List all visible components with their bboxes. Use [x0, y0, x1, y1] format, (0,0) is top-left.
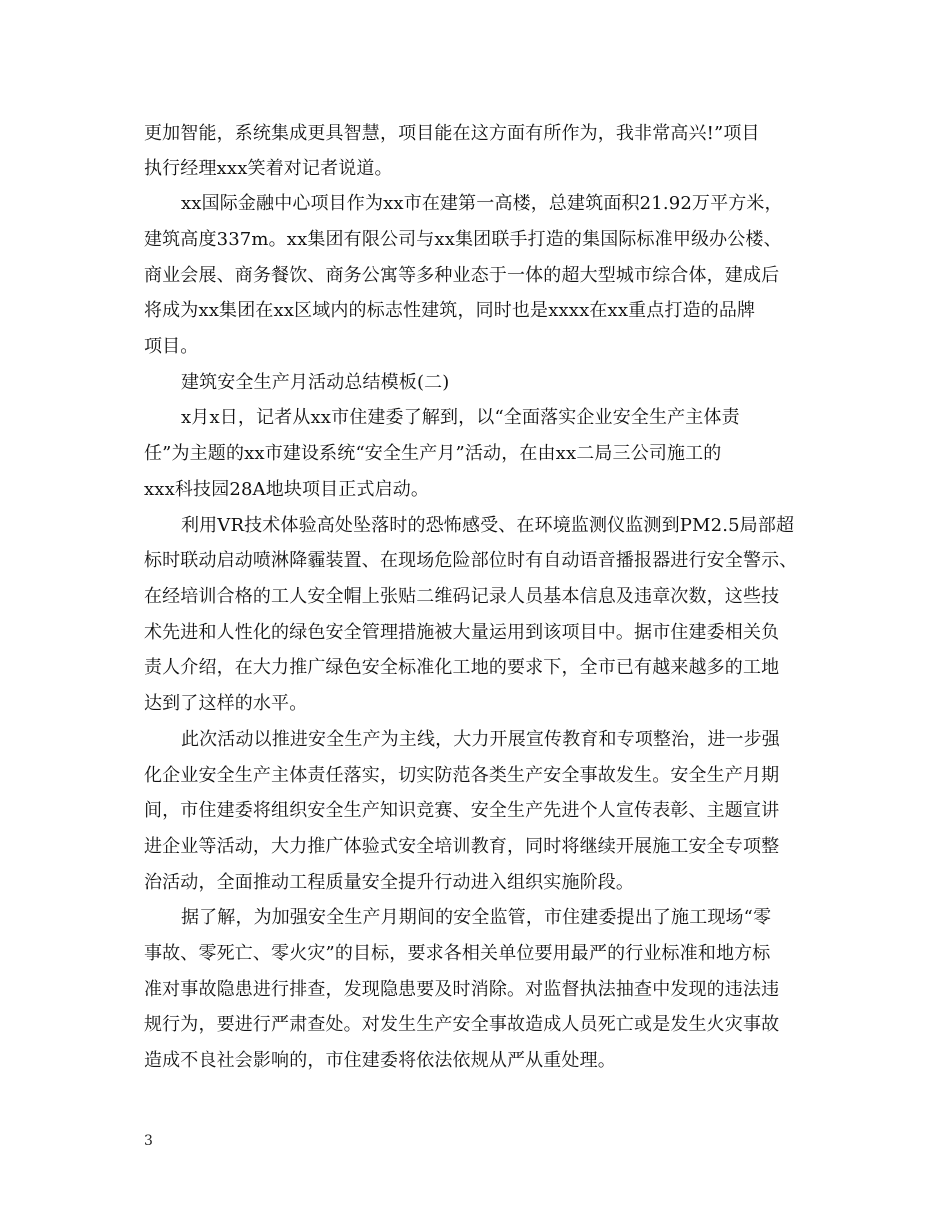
text-line: 准对事故隐患进行排查，发现隐患要及时消除。对监督执法抽查中发现的违法违: [144, 979, 780, 1000]
text-line: 达到了这样的水平。: [144, 693, 308, 714]
text-line: 据了解，为加强安全生产月期间的安全监管，市住建委提出了施工现场“零: [181, 907, 772, 928]
text-line: 进企业等活动，大力推广体验式安全培训教育，同时将继续开展施工安全专项整: [144, 836, 780, 857]
text-line: 化企业安全生产主体责任落实，切实防范各类生产安全事故发生。安全生产月期: [144, 765, 780, 786]
text-line: 术先进和人性化的绿色安全管理措施被大量运用到该项目中。据市住建委相关负: [144, 622, 780, 643]
text-line: x月x日，记者从xx市住建委了解到，以“全面落实企业安全生产主体责: [181, 407, 740, 428]
text-line: 更加智能，系统集成更具智慧，项目能在这方面有所作为，我非常高兴!”项目: [144, 123, 760, 144]
text-line: 事故、零死亡、零火灾”的目标，要求各相关单位要用最严的行业标准和地方标: [144, 943, 771, 964]
text-line: 此次活动以推进安全生产为主线，大力开展宣传教育和专项整治，进一步强: [181, 729, 780, 750]
text-line: 责人介绍，在大力推广绿色安全标准化工地的要求下，全市已有越来越多的工地: [144, 657, 780, 678]
page-number: 3: [144, 1133, 153, 1149]
text-line: 利用VR技术体验高处坠落时的恐怖感受、在环境监测仪监测到PM2.5局部超: [181, 515, 795, 536]
text-line: 商业会展、商务餐饮、商务公寓等多种业态于一体的超大型城市综合体，建成后: [144, 265, 780, 286]
text-line: 造成不良社会影响的，市住建委将依法依规从严从重处理。: [144, 1050, 616, 1071]
text-line: 建筑高度337m。xx集团有限公司与xx集团联手打造的集国际标准甲级办公楼、: [144, 229, 782, 250]
text-line: 标时联动启动喷淋降霾装置、在现场危险部位时有自动语音播报器进行安全警示、: [144, 550, 798, 571]
text-line: 执行经理xxx笑着对记者说道。: [144, 158, 393, 179]
section-heading: 建筑安全生产月活动总结模板(二): [181, 372, 450, 393]
text-line: xx国际金融中心项目作为xx市在建第一高楼，总建筑面积21.92万平方米，: [181, 193, 783, 214]
text-line: 在经培训合格的工人安全帽上张贴二维码记录人员基本信息及违章次数，这些技: [144, 586, 780, 607]
text-line: 治活动，全面推动工程质量安全提升行动进入组织实施阶段。: [144, 872, 635, 893]
text-line: xxx科技园28A地块项目正式启动。: [144, 479, 430, 500]
text-line: 任”为主题的xx市建设系统“安全生产月”活动，在由xx二局三公司施工的: [144, 443, 722, 464]
text-line: 将成为xx集团在xx区域内的标志性建筑，同时也是xxxx在xx重点打造的品牌: [144, 300, 756, 321]
text-line: 规行为，要进行严肃查处。对发生生产安全事故造成人员死亡或是发生火灾事故: [144, 1014, 780, 1035]
text-line: 项目。: [144, 336, 199, 357]
text-line: 间，市住建委将组织安全生产知识竞赛、安全生产先进个人宣传表彰、主题宣讲: [144, 800, 780, 821]
